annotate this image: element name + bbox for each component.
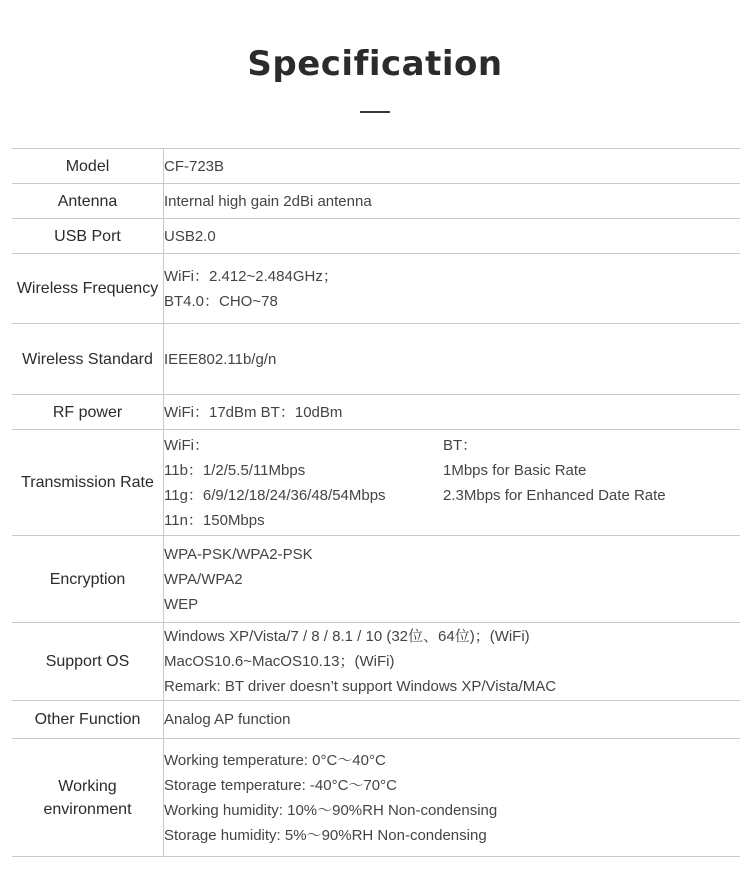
label-line: Working — [58, 777, 117, 795]
row-value — [164, 254, 741, 324]
page-title: Specification — [247, 44, 503, 84]
table-row — [12, 149, 740, 184]
value-line: Windows XP/Vista/7 / 8 / 8.1 / 10 (32位、64位)；(WiFi) — [164, 628, 530, 645]
row-label: USB Port — [12, 219, 164, 254]
wifi-rate-column — [164, 433, 443, 533]
table-row — [12, 701, 740, 739]
row-label: Antenna — [12, 184, 164, 219]
value-line: Working humidity: 10%～90%RH Non-condensing — [164, 801, 498, 819]
value-line: BT： — [443, 436, 478, 454]
value-line: 11n：150Mbps — [164, 511, 265, 529]
row-value — [164, 219, 741, 254]
row-value — [164, 395, 741, 430]
value-line: USB2.0 — [164, 227, 216, 245]
value-line: WPA-PSK/WPA2-PSK — [164, 545, 313, 563]
value-line: Working temperature: 0°C～40°C — [164, 751, 386, 769]
value-line: Storage temperature: -40°C～70°C — [164, 776, 397, 794]
row-label: Wireless Frequency — [12, 254, 164, 324]
title-underline — [360, 111, 390, 113]
table-row — [12, 395, 740, 430]
row-label: Other Function — [12, 701, 164, 739]
row-value — [164, 701, 741, 739]
value-line: 1Mbps for Basic Rate — [443, 461, 587, 479]
bt-rate-column — [443, 433, 740, 533]
value-line: Analog AP function — [164, 711, 291, 728]
rate-columns — [164, 433, 740, 533]
row-value — [164, 324, 741, 395]
table-row — [12, 219, 740, 254]
value-line: WiFi：2.412~2.484GHz； — [164, 267, 338, 285]
table-row — [12, 739, 740, 857]
row-value — [164, 149, 741, 184]
row-value — [164, 739, 741, 857]
value-line: 11b：1/2/5.5/11Mbps — [164, 461, 306, 479]
spec-table — [12, 148, 740, 857]
value-line: 11g：6/9/12/18/24/36/48/54Mbps — [164, 486, 386, 504]
table-row — [12, 324, 740, 395]
row-value — [164, 184, 741, 219]
row-label: RF power — [12, 395, 164, 430]
table-row — [12, 430, 740, 536]
row-label: Model — [12, 149, 164, 184]
table-row — [12, 536, 740, 623]
table-row — [12, 254, 740, 324]
value-line: CF-723B — [164, 157, 225, 175]
value-line: IEEE802.11b/g/n — [164, 350, 277, 368]
value-line: WEP — [164, 595, 199, 613]
table-row — [12, 184, 740, 219]
row-label: Encryption — [12, 536, 164, 623]
value-line: WPA/WPA2 — [164, 570, 243, 588]
row-value — [164, 536, 741, 623]
row-label: Support OS — [12, 623, 164, 701]
value-line: BT4.0：CHO~78 — [164, 292, 278, 310]
value-line: WiFi：17dBm BT：10dBm — [164, 403, 343, 421]
row-label: Wireless Standard — [12, 324, 164, 395]
value-line: Internal high gain 2dBi antenna — [164, 192, 372, 210]
value-line: WiFi： — [164, 436, 209, 454]
label-line: environment — [43, 800, 132, 818]
row-label: Transmission Rate — [12, 430, 164, 536]
value-line: Remark: BT driver doesn’t support Windows XP/Vista/MAC — [164, 678, 557, 695]
row-value — [164, 430, 741, 536]
value-line: Storage humidity: 5%～90%RH Non-condensing — [164, 826, 487, 844]
value-line: 2.3Mbps for Enhanced Date Rate — [443, 486, 666, 504]
value-line: MacOS10.6~MacOS10.13；(WiFi) — [164, 653, 395, 670]
table-row — [12, 623, 740, 701]
row-value — [164, 623, 741, 701]
row-label — [12, 739, 164, 857]
